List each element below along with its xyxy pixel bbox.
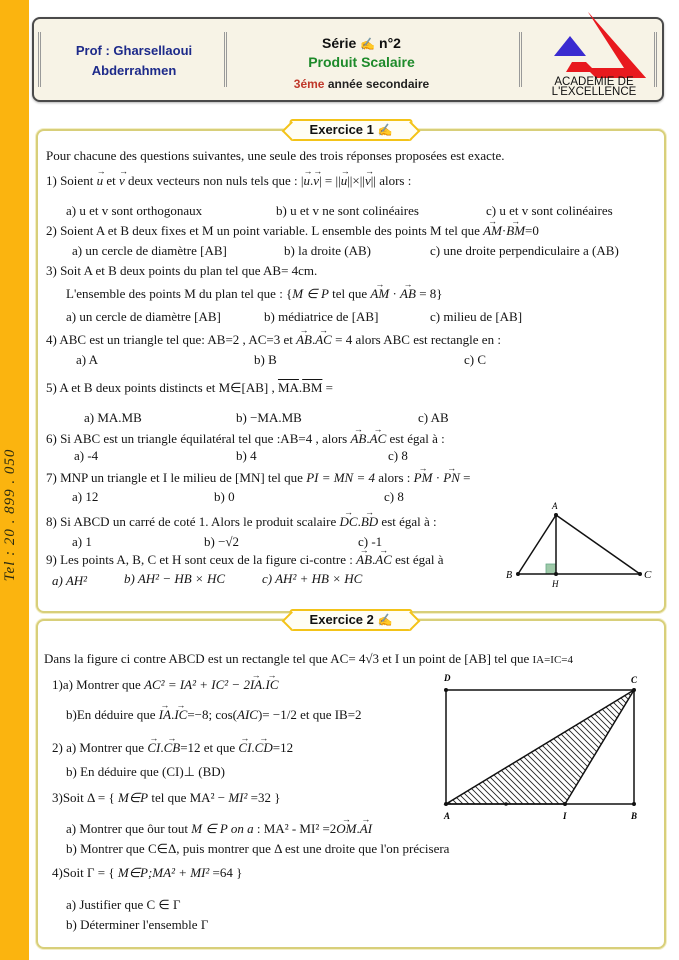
teacher-line-2: Abderrahmen [91,63,177,78]
q-text: a) Montrer que ôur tout [66,821,192,836]
answer-1c: c) u et v sont colinéaires [486,203,613,218]
side-ac [556,515,640,574]
answer-7a: a) 12 [72,489,99,504]
vector-v: → v [313,173,319,189]
exercise-1-box [36,122,666,613]
q-math: M ∈ P on a [191,821,254,836]
question-1 [46,173,411,189]
hatch-line [612,671,644,811]
label-a: A [552,501,558,511]
vector-bm: → BM [506,223,525,239]
subject-title: Produit Scalaire [308,54,415,70]
answer-2a: a) un cercle de diamètre [AB] [72,243,227,258]
exercise-2-box [36,612,666,949]
q-text: . [357,514,361,529]
vector-om: → OM [336,821,356,837]
item-2a [52,740,293,756]
q-text: 9) Les points A, B, C et H sont ceux de la figure ci-contre : [46,552,357,567]
answer-2b: b) la droite (AB) [284,243,372,258]
vector-ci: → CI [238,740,251,756]
hatch-line [594,671,644,811]
vector-ia: → IA [159,707,171,723]
answer-6a: a) -4 [74,448,99,463]
point-midpoint [504,802,508,806]
q-text: 4) ABC est un triangle tel que: AB=2 , AC=3 et [46,332,297,347]
answer-6b: b) 4 [236,448,257,463]
q-text: = 4 alors ABC est rectangle en : [331,332,501,347]
vector-cb: → CB [164,740,181,756]
q-math: M∈P;MA² + MI² [117,865,210,880]
point-c [632,688,636,692]
level-number: 3éme [293,77,325,91]
vector-pn: → PN [443,470,460,486]
q-text: tel que MA² − [148,790,229,805]
hatch-line [600,671,644,811]
vector-bm: $\overline{BM}$ [302,380,323,395]
answer-4c: c) C [464,352,487,367]
hatch-line [510,671,644,811]
vector-ac: → AC [315,332,332,348]
q-text: est égal à : [386,431,445,446]
vector-cd: → CD [255,740,273,756]
point-a [554,513,558,517]
vector-v: → v [119,173,125,189]
q-text: est égal à : [378,514,437,529]
question-2 [46,223,539,239]
q-text: 6) Si ABC est un triangle équilatéral tel que :AB=4 , alors [46,431,351,446]
hatch-line [434,671,446,811]
answer-3a: a) un cercle de diamètre [AB] [66,309,221,324]
vector-dc: → DC [340,514,358,530]
phone-number: Tel : 20 . 899 . 050 [2,448,18,582]
q-text: = 8} [415,286,443,301]
answer-9a: a) AH² [52,573,88,588]
q-text: . [366,431,370,446]
item-1b [66,707,362,723]
answer-4b: b) B [254,352,277,367]
q-text: 1) Soient [46,173,97,188]
q-text: =12 [272,740,294,755]
triangle-figure [504,501,664,591]
answer-3b: b) médiatrice de [AB] [264,309,379,324]
exercise-1-intro: Pour chacune des questions suivantes, une seule des trois réponses proposées est exacte. [46,148,505,163]
exercise-2-intro [44,651,573,668]
item-3b: b) Montrer que C∈Δ, puis montrer que Δ est une droite que l'on précisera [66,841,450,856]
answer-1a: a) u et v sont orthogonaux [66,203,203,218]
answer-8b: b) −√2 [204,534,240,549]
series-info [234,34,489,91]
question-7 [46,470,471,486]
q-text: =32 } [247,790,281,805]
pencil-icon: ✍ [377,613,393,627]
intro-condition: IA=IC=4 [532,654,573,666]
q-text: et que IB=2 [296,707,362,722]
hatch-line [486,671,626,811]
answer-9c: c) AH² + HB × HC [262,571,363,586]
label-d: D [444,673,451,683]
hatch-line [636,671,644,811]
hatch-line [434,671,470,811]
point-d [444,688,448,692]
vector-ab: → AB [296,332,312,348]
question-3-set [66,286,443,302]
hatch-line [606,671,644,811]
triangle-aic [446,690,634,804]
hatch-line [462,671,602,811]
item-2b: b) En déduire que (CI)⊥ (BD) [66,764,225,779]
hatch-line [468,671,608,811]
class-level [234,77,489,91]
worksheet-header [32,17,664,102]
question-3: 3) Soit A et B deux points du plan tel que AB= 4cm. [46,263,318,278]
q-math: . [262,677,266,692]
point-c [638,572,642,576]
point-b [632,802,636,806]
item-4 [52,865,242,881]
question-5 [46,380,333,396]
q-math: MI² [228,790,248,805]
q-text: 7) MNP un triangle et I le milieu de [MN] tel que [46,470,307,485]
intro-text: Dans la figure ci contre ABCD est un rectangle tel que AC= 4√3 et I un point de [AB] tel que [44,651,533,666]
q-text: =−8; cos( [187,707,237,722]
vector-ab: → AB [350,431,366,447]
q-text: · [389,286,401,301]
q-text: · [501,223,507,238]
hatch-line [434,671,500,811]
answer-7b: b) 0 [214,489,235,504]
vector-u: → u [97,173,104,189]
q-text: 3)Soit Δ = { [52,790,118,805]
hatch-line [434,671,482,811]
q-text: 5) A et B deux points distincts et M∈[AB] , [46,380,278,395]
q-text: tel que [328,286,371,301]
answer-1b: b) u et v ne sont colinéaires [276,203,419,218]
q-text: = [322,380,333,395]
q-math: M ∈ P [292,286,329,301]
vector-ac: → AC [370,431,387,447]
hatch-line [588,671,644,811]
hatch-line [522,671,644,811]
answer-3c: c) milieu de [AB] [430,309,523,324]
q-math: PI = MN = 4 [306,470,376,485]
hatch-line [498,671,638,811]
right-angle-marker [546,564,556,574]
hatch-line [492,671,632,811]
hatch-line [434,671,554,811]
answer-9b: b) AH² − HB × HC [124,571,226,586]
point-h [554,572,558,576]
teacher-name [54,41,214,81]
q-text: . [160,740,164,755]
label-i: I [563,811,567,821]
hatch-line [456,671,596,811]
answer-8a: a) 1 [72,534,92,549]
q-text: . [356,821,360,836]
q-text: b)En déduire que [66,707,159,722]
rectangle-figure [434,671,644,831]
q-math: AC² = IA² + IC² − 2 [144,677,250,692]
q-text: | = || [319,173,341,188]
pencil-icon: ✍ [377,123,393,137]
q-text: 2) Soient A et B deux fixes et M un point variable. L ensemble des points M tel que [46,223,484,238]
answer-4a: a) A [76,352,99,367]
q-text: . [298,380,303,395]
hatch-line [642,671,644,811]
label-c: C [631,675,638,685]
label-a: A [444,811,451,821]
series-label: Série [322,35,357,51]
q-math: M∈P [118,790,149,805]
exercise-1-title: Exercice 1 [309,122,374,137]
question-6 [46,431,445,447]
vector-am: → AM [370,286,389,302]
label-h: H [552,579,559,589]
q-text: et [103,173,119,188]
answer-6c: c) 8 [388,448,408,463]
q-text: = [459,470,471,485]
series-number: n°2 [379,35,401,51]
hatch-line [434,671,566,811]
header-divider [654,32,657,87]
question-4 [46,332,501,348]
q-text: =12 et que [180,740,239,755]
answer-5c: c) AB [418,410,449,425]
hatch-line [434,671,452,811]
vector-ac: → AC [375,552,392,568]
answer-5b: b) −MA.MB [236,410,302,425]
q-text: est égal à [391,552,444,567]
header-divider [519,32,522,87]
q-text: . [171,707,175,722]
vector-ic: → IC [174,707,187,723]
q-text: · [432,470,444,485]
exercise-2-tab [290,609,413,631]
q-text: )= [257,707,273,722]
fraction-value: −1/2 [272,707,297,722]
answer-8c: c) -1 [358,534,383,549]
hatch-line [450,671,590,811]
hatch-line [444,671,584,811]
point-a [444,802,448,806]
logo-line-2: L'EXCELLENCE [551,86,637,98]
item-4a: a) Justifier que C ∈ Γ [66,897,181,912]
q-text: . [251,740,255,755]
vector-ci: → CI [147,740,160,756]
teacher-line-1: Prof : Gharsellaoui [75,43,193,58]
q-text: =64 } [209,865,243,880]
hatch-line [474,671,614,811]
vector-bd: → BD [361,514,378,530]
vector-ab: → AB [356,552,372,568]
q-text: 1)a) Montrer que [52,677,145,692]
vector-ai: → AI [360,821,372,837]
q-text: L'ensemble des points M du plan tel que : { [66,286,293,301]
academy-logo-text [538,77,650,97]
question-9 [46,552,444,568]
q-text: . [310,173,314,188]
vector-ic: → IC [266,677,279,693]
vector-v: → v [365,173,371,189]
q-text: . [372,552,376,567]
q-text: 4)Soit Γ = { [52,865,118,880]
exercise-1-tab [290,119,413,141]
hatch-line [438,671,578,811]
exercise-2-title: Exercice 2 [309,612,374,627]
answer-2c: c) une droite perpendiculaire a (AB) [430,243,619,258]
q-text: alors : [375,470,414,485]
hatch-line [434,671,440,811]
level-text: année secondaire [327,77,430,91]
q-text: : MA² - MI² =2 [253,821,337,836]
answer-7c: c) 8 [384,489,404,504]
answer-5a: a) MA.MB [84,410,142,425]
vector-u: → u [304,173,311,189]
q-text: deux vecteurs non nuls tels que : | [124,173,304,188]
q-text: . [311,332,316,347]
item-3a [66,821,372,837]
logo-line-1: ACADEMIE DE [554,76,634,88]
vector-am: → AM [483,223,502,239]
point-b [516,572,520,576]
label-c: C [644,569,652,581]
vector-ma: $\overline{MA}$ [277,380,299,395]
pencil-icon: ✍ [360,37,376,51]
vector-ia: → IA [250,677,262,693]
question-8 [46,514,437,530]
item-1a [52,677,279,693]
vector-pm: → PM [414,470,433,486]
point-i [563,802,567,806]
q-text: 2) a) Montrer que [52,740,148,755]
q-text: || alors : [370,173,412,188]
label-b: B [631,811,638,821]
label-b: B [506,570,513,581]
q-text: =0 [525,223,539,238]
item-3 [52,790,280,806]
q-text: 8) Si ABCD un carré de coté 1. Alors le produit scalaire [46,514,340,529]
hatch-line [434,671,464,811]
hatch-line [434,671,542,811]
header-divider [38,32,41,87]
item-4b: b) Déterminer l'ensemble Γ [66,917,209,932]
angle-aic: AIC [237,707,258,722]
vector-ab: → AB [400,286,416,302]
hatch-line [434,671,488,811]
q-text: ||×|| [347,173,365,188]
series-title [234,34,489,53]
vector-u: → u [341,173,348,189]
header-divider [224,32,227,87]
